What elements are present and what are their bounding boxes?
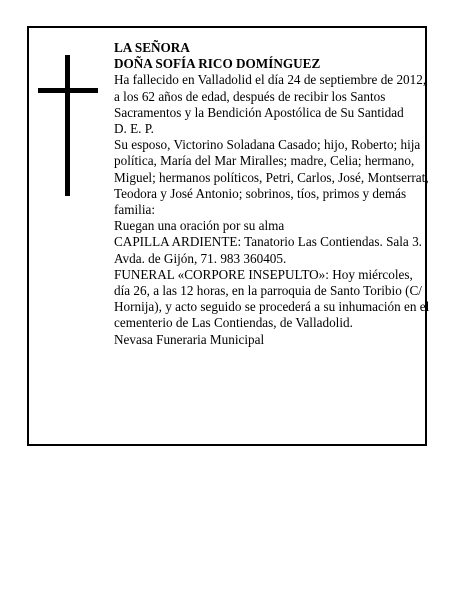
- cross-icon: [65, 55, 70, 196]
- chapel-info: CAPILLA ARDIENTE: Tanatorio Las Contiendas. Sala 3. Avda. de Gijón, 71. 983 360405.: [114, 234, 422, 266]
- family-list: Su esposo, Victorino Soladana Casado; hijo, Roberto; hija política, María del Mar Miralles; madre, Celia; hermano, Miguel; hermanos políticos, Petri, Carlos, José, Montserrat, Teodora y José Antonio; sobrinos, tíos, primos y demás familia:: [114, 137, 429, 218]
- funeral-info: FUNERAL «CORPORE INSEPULTO»: Hoy miércoles, día 26, a las 12 horas, en la parroquia de Santo Toribio (C/ Hornija), y acto seguido se procederá a su inhumación en el cementerio de Las Contiendas, de Valladolid.: [114, 266, 430, 331]
- obituary-heading: LA SEÑORA: [114, 40, 190, 55]
- prayer-request: Ruegan una oración por su alma: [114, 218, 285, 234]
- rest-in-peace: D. E. P.: [114, 121, 154, 137]
- funeral-home: Nevasa Funeraria Municipal: [114, 331, 265, 347]
- obituary-text: [114, 40, 430, 348]
- cross-icon-bar: [38, 88, 98, 93]
- death-announcement: Ha fallecido en Valladolid el día 24 de septiembre de 2012, a los 62 años de edad, después de recibir los Santos Sacramentos y la Bendición Apostólica de Su Santidad: [114, 72, 427, 120]
- deceased-name: DOÑA SOFÍA RICO DOMÍNGUEZ: [114, 56, 321, 72]
